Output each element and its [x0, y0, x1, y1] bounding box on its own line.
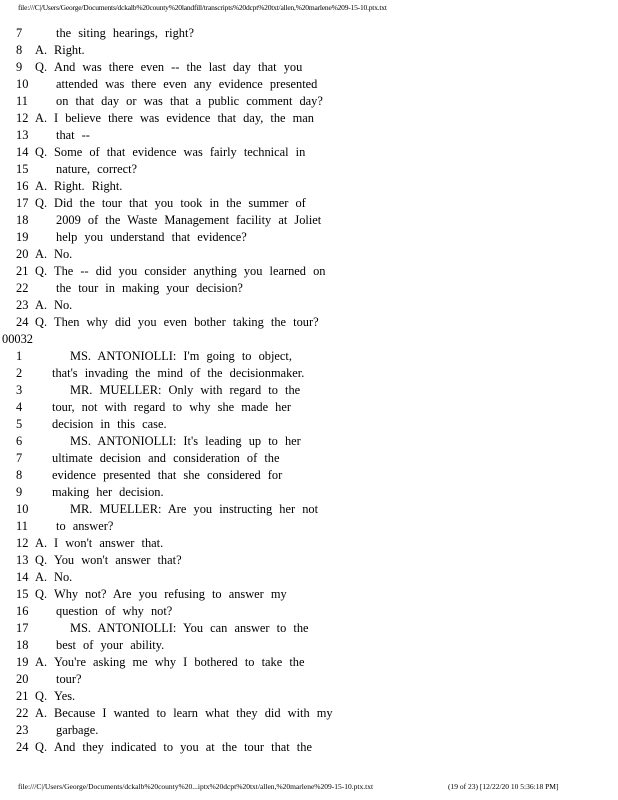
line-text: Because I wanted to learn what they did with my: [54, 706, 333, 720]
line-text: No.: [54, 570, 73, 584]
line-number: 9: [16, 485, 23, 499]
transcript-page-31-lines: [0, 25, 618, 331]
line-text: And was there even -- the last day that you: [54, 60, 303, 74]
line-text: the tour in making your decision?: [56, 281, 243, 295]
speaker-marker: Q.: [35, 315, 48, 329]
transcript-page-32-lines: [0, 348, 618, 756]
footer: [18, 782, 598, 791]
transcript-line: [0, 722, 618, 739]
line-number: 22: [16, 706, 29, 720]
line-text: 2009 of the Waste Management facility at Joliet: [56, 213, 322, 227]
line-number: 16: [16, 179, 29, 193]
line-text: And they indicated to you at the tour that the: [54, 740, 312, 754]
line-number: 24: [16, 740, 29, 754]
line-number: 12: [16, 111, 29, 125]
line-text: that's invading the mind of the decisionmaker.: [52, 366, 305, 380]
transcript-line: [0, 348, 618, 365]
line-number: 7: [16, 26, 23, 40]
transcript-line: [0, 416, 618, 433]
line-text: tour?: [56, 672, 82, 686]
line-text: Yes.: [54, 689, 76, 703]
transcript-line: [0, 93, 618, 110]
speaker-marker: A.: [35, 655, 48, 669]
line-number: 1: [16, 349, 23, 363]
line-number: 21: [16, 264, 29, 278]
transcript-line: [0, 195, 618, 212]
line-text: I believe there was evidence that day, the man: [54, 111, 314, 125]
line-number: 18: [16, 213, 29, 227]
line-number: 6: [16, 434, 23, 448]
line-text: question of why not?: [56, 604, 173, 618]
line-text: Right.: [54, 43, 85, 57]
line-number: 4: [16, 400, 23, 414]
line-number: 5: [16, 417, 23, 431]
transcript-line: [0, 263, 618, 280]
transcript-line: [0, 280, 618, 297]
line-number: 10: [16, 502, 29, 516]
line-text: best of your ability.: [56, 638, 165, 652]
line-text: MR. MUELLER: Are you instructing her not: [70, 502, 319, 516]
line-number: 21: [16, 689, 29, 703]
line-number: 19: [16, 230, 29, 244]
line-number: 2: [16, 366, 23, 380]
transcript-body: [0, 25, 618, 756]
speaker-marker: A.: [35, 706, 48, 720]
line-number: 9: [16, 60, 23, 74]
line-text: MR. MUELLER: Only with regard to the: [70, 383, 301, 397]
line-text: evidence presented that she considered for: [52, 468, 283, 482]
transcript-line: [0, 229, 618, 246]
transcript-line: [0, 178, 618, 195]
speaker-marker: Q.: [35, 740, 48, 754]
speaker-marker: A.: [35, 298, 48, 312]
line-text: the siting hearings, right?: [56, 26, 194, 40]
speaker-marker: A.: [35, 570, 48, 584]
transcript-line: [0, 518, 618, 535]
line-text: You won't answer that?: [54, 553, 182, 567]
transcript-line: [0, 433, 618, 450]
line-number: 8: [16, 43, 23, 57]
line-number: 15: [16, 587, 29, 601]
transcript-line: [0, 246, 618, 263]
transcript-line: [0, 382, 618, 399]
line-text: MS. ANTONIOLLI: It's leading up to her: [70, 434, 301, 448]
transcript-line: [0, 110, 618, 127]
line-text: that --: [56, 128, 90, 142]
line-number: 17: [16, 621, 29, 635]
transcript-line: [0, 450, 618, 467]
transcript-line: [0, 637, 618, 654]
transcript-line: [0, 399, 618, 416]
line-number: 14: [16, 145, 29, 159]
transcript-line: [0, 705, 618, 722]
line-number: 13: [16, 128, 29, 142]
line-number: 11: [16, 519, 28, 533]
transcript-line: [0, 552, 618, 569]
speaker-marker: A.: [35, 111, 48, 125]
line-number: 22: [16, 281, 29, 295]
speaker-marker: A.: [35, 43, 48, 57]
line-text: decision in this case.: [52, 417, 167, 431]
line-text: attended was there even any evidence presented: [56, 77, 318, 91]
speaker-marker: Q.: [35, 145, 48, 159]
line-number: 11: [16, 94, 28, 108]
footer-file-path: file:///C|/Users/George/Documents/dckalb%20county%20...iptx%20dcpt%20txt/allen,%20marlene%209-15-10.ptx.txt: [18, 782, 374, 791]
line-number: 15: [16, 162, 29, 176]
transcript-line: [0, 535, 618, 552]
line-number: 8: [16, 468, 23, 482]
speaker-marker: Q.: [35, 196, 48, 210]
transcript-line: [0, 25, 618, 42]
transcript-line: [0, 314, 618, 331]
speaker-marker: Q.: [35, 553, 48, 567]
line-text: Why not? Are you refusing to answer my: [54, 587, 287, 601]
transcript-line: [0, 144, 618, 161]
line-number: 24: [16, 315, 29, 329]
line-number: 14: [16, 570, 29, 584]
transcript-line: [0, 654, 618, 671]
transcript-line: [0, 161, 618, 178]
file-path-header: file:///C|/Users/George/Documents/dckalb%20county%20landfill/transcripts%20dcpt%20txt/allen,%20marlene%209-15-10.ptx.txt: [18, 3, 387, 12]
speaker-marker: A.: [35, 179, 48, 193]
speaker-marker: Q.: [35, 264, 48, 278]
line-text: MS. ANTONIOLLI: I'm going to object,: [70, 349, 292, 363]
line-text: ultimate decision and consideration of the: [52, 451, 280, 465]
transcript-line: [0, 297, 618, 314]
line-number: 19: [16, 655, 29, 669]
transcript-line: [0, 569, 618, 586]
line-number: 20: [16, 672, 29, 686]
line-number: 18: [16, 638, 29, 652]
line-number: 23: [16, 298, 29, 312]
page-marker: 00032: [2, 332, 33, 346]
line-text: garbage.: [56, 723, 99, 737]
transcript-line: [0, 127, 618, 144]
line-number: 20: [16, 247, 29, 261]
line-number: 10: [16, 77, 29, 91]
speaker-marker: Q.: [35, 60, 48, 74]
transcript-line: [0, 603, 618, 620]
line-text: on that day or was that a public comment day?: [56, 94, 323, 108]
transcript-line: [0, 467, 618, 484]
line-text: No.: [54, 247, 73, 261]
line-text: to answer?: [56, 519, 114, 533]
transcript-line: [0, 484, 618, 501]
line-number: 17: [16, 196, 29, 210]
transcript-line: [0, 365, 618, 382]
transcript-line: [0, 620, 618, 637]
line-text: Then why did you even bother taking the tour?: [54, 315, 319, 329]
line-text: Right. Right.: [54, 179, 123, 193]
footer-page-info: (19 of 23) [12/22/20 10 5:36:18 PM]: [448, 782, 559, 791]
line-number: 7: [16, 451, 23, 465]
line-number: 23: [16, 723, 29, 737]
transcript-line: [0, 42, 618, 59]
line-text: I won't answer that.: [54, 536, 164, 550]
line-text: Did the tour that you took in the summer of: [54, 196, 306, 210]
transcript-line: [0, 671, 618, 688]
line-text: Some of that evidence was fairly technical in: [54, 145, 306, 159]
transcript-line: [0, 59, 618, 76]
line-text: tour, not with regard to why she made her: [52, 400, 291, 414]
transcript-line: [0, 688, 618, 705]
transcript-line: [0, 212, 618, 229]
line-text: No.: [54, 298, 73, 312]
line-number: 16: [16, 604, 29, 618]
line-number: 3: [16, 383, 23, 397]
line-text: making her decision.: [52, 485, 164, 499]
speaker-marker: Q.: [35, 587, 48, 601]
speaker-marker: A.: [35, 536, 48, 550]
transcript-line: [0, 501, 618, 518]
line-text: help you understand that evidence?: [56, 230, 247, 244]
transcript-line: [0, 586, 618, 603]
line-text: You're asking me why I bothered to take the: [54, 655, 305, 669]
line-number: 12: [16, 536, 29, 550]
line-text: The -- did you consider anything you learned on: [54, 264, 326, 278]
line-text: MS. ANTONIOLLI: You can answer to the: [70, 621, 309, 635]
speaker-marker: Q.: [35, 689, 48, 703]
line-text: nature, correct?: [56, 162, 138, 176]
line-number: 13: [16, 553, 29, 567]
speaker-marker: A.: [35, 247, 48, 261]
transcript-line: [0, 739, 618, 756]
transcript-line: [0, 76, 618, 93]
